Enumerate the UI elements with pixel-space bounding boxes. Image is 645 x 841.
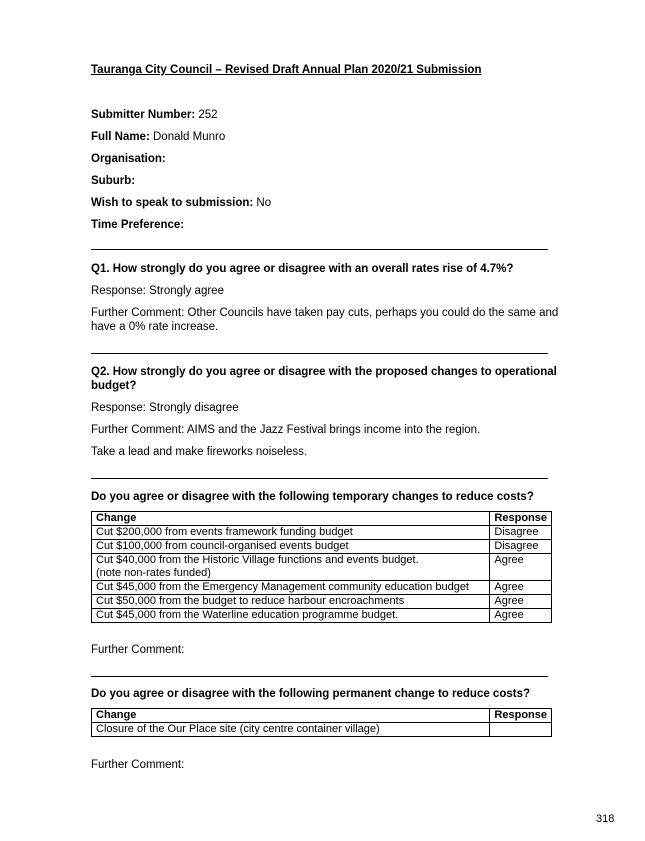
change-cell: Closure of the Our Place site (city centre container village) xyxy=(92,723,490,737)
divider xyxy=(91,478,548,479)
q4-question: Do you agree or disagree with the following permanent change to reduce costs? xyxy=(91,688,530,700)
change-cell: Cut $100,000 from council-organised events budget xyxy=(92,540,490,554)
change-cell: Cut $200,000 from events framework funding budget xyxy=(92,526,490,540)
full-name-value: Donald Munro xyxy=(153,131,226,143)
q1-response: Response: Strongly agree xyxy=(91,285,224,297)
document-title: Tauranga City Council – Revised Draft Annual Plan 2020/21 Submission xyxy=(91,64,482,76)
time-preference-row xyxy=(91,218,184,232)
q2-comment: Further Comment: AIMS and the Jazz Festival brings income into the region. xyxy=(91,424,481,436)
time-preference-label: Time Preference: xyxy=(91,219,185,231)
response-cell: Agree xyxy=(490,581,552,595)
table-row xyxy=(92,609,552,623)
column-header-change: Change xyxy=(92,512,490,526)
submitter-number-value: 252 xyxy=(198,109,218,121)
suburb-label: Suburb: xyxy=(91,175,136,187)
table-row xyxy=(92,554,552,581)
response-cell: Agree xyxy=(490,595,552,609)
column-header-change: Change xyxy=(92,709,490,723)
table-row xyxy=(92,595,552,609)
full-name-label: Full Name: xyxy=(91,131,150,143)
full-name-row xyxy=(91,130,225,144)
organisation-row xyxy=(91,152,166,166)
q1-question: Q1. How strongly do you agree or disagree with an overall rates rise of 4.7%? xyxy=(91,263,514,275)
response-cell: Agree xyxy=(490,609,552,623)
change-cell: Cut $50,000 from the budget to reduce harbour encroachments xyxy=(92,595,490,609)
change-cell: Cut $45,000 from the Emergency Management community education budget xyxy=(92,581,490,595)
column-header-response: Response xyxy=(490,709,552,723)
divider xyxy=(91,249,548,250)
table-row xyxy=(92,526,552,540)
q2-response: Response: Strongly disagree xyxy=(91,402,239,414)
submitter-number-row xyxy=(91,108,218,122)
wish-to-speak-label: Wish to speak to submission: xyxy=(91,197,254,209)
q2-question-line1: Q2. How strongly do you agree or disagree with the proposed changes to operational xyxy=(91,366,557,378)
temporary-changes-table xyxy=(91,511,552,623)
change-cell xyxy=(92,554,490,581)
submitter-number-label: Submitter Number: xyxy=(91,109,196,121)
table-row xyxy=(92,581,552,595)
response-cell: Disagree xyxy=(490,526,552,540)
q2-comment-2: Take a lead and make fireworks noiseless. xyxy=(91,446,308,458)
response-cell: Disagree xyxy=(490,540,552,554)
column-header-response: Response xyxy=(490,512,552,526)
wish-to-speak-value: No xyxy=(256,197,272,209)
permanent-change-table xyxy=(91,708,552,737)
q3-further-comment: Further Comment: xyxy=(91,644,185,656)
change-line2: (note non-rates funded) xyxy=(96,567,211,579)
table-header-row xyxy=(92,512,552,526)
divider xyxy=(91,353,548,354)
organisation-label: Organisation: xyxy=(91,153,166,165)
wish-to-speak-row xyxy=(91,196,271,210)
suburb-row xyxy=(91,174,135,188)
response-cell: Agree xyxy=(490,554,552,581)
change-line1: Cut $40,000 from the Historic Village functions and events budget. xyxy=(96,554,419,566)
divider xyxy=(91,676,548,677)
q1-comment-line2: have a 0% rate increase. xyxy=(91,321,219,333)
q2-question-line2: budget? xyxy=(91,380,137,392)
q1-comment-line1: Further Comment: Other Councils have taken pay cuts, perhaps you could do the same and xyxy=(91,307,559,319)
q3-question: Do you agree or disagree with the following temporary changes to reduce costs? xyxy=(91,491,534,503)
page-number: 318 xyxy=(596,813,615,825)
table-row xyxy=(92,540,552,554)
response-cell xyxy=(490,723,552,737)
change-cell: Cut $45,000 from the Waterline education programme budget. xyxy=(92,609,490,623)
q4-further-comment: Further Comment: xyxy=(91,759,185,771)
table-row xyxy=(92,723,552,737)
table-header-row xyxy=(92,709,552,723)
